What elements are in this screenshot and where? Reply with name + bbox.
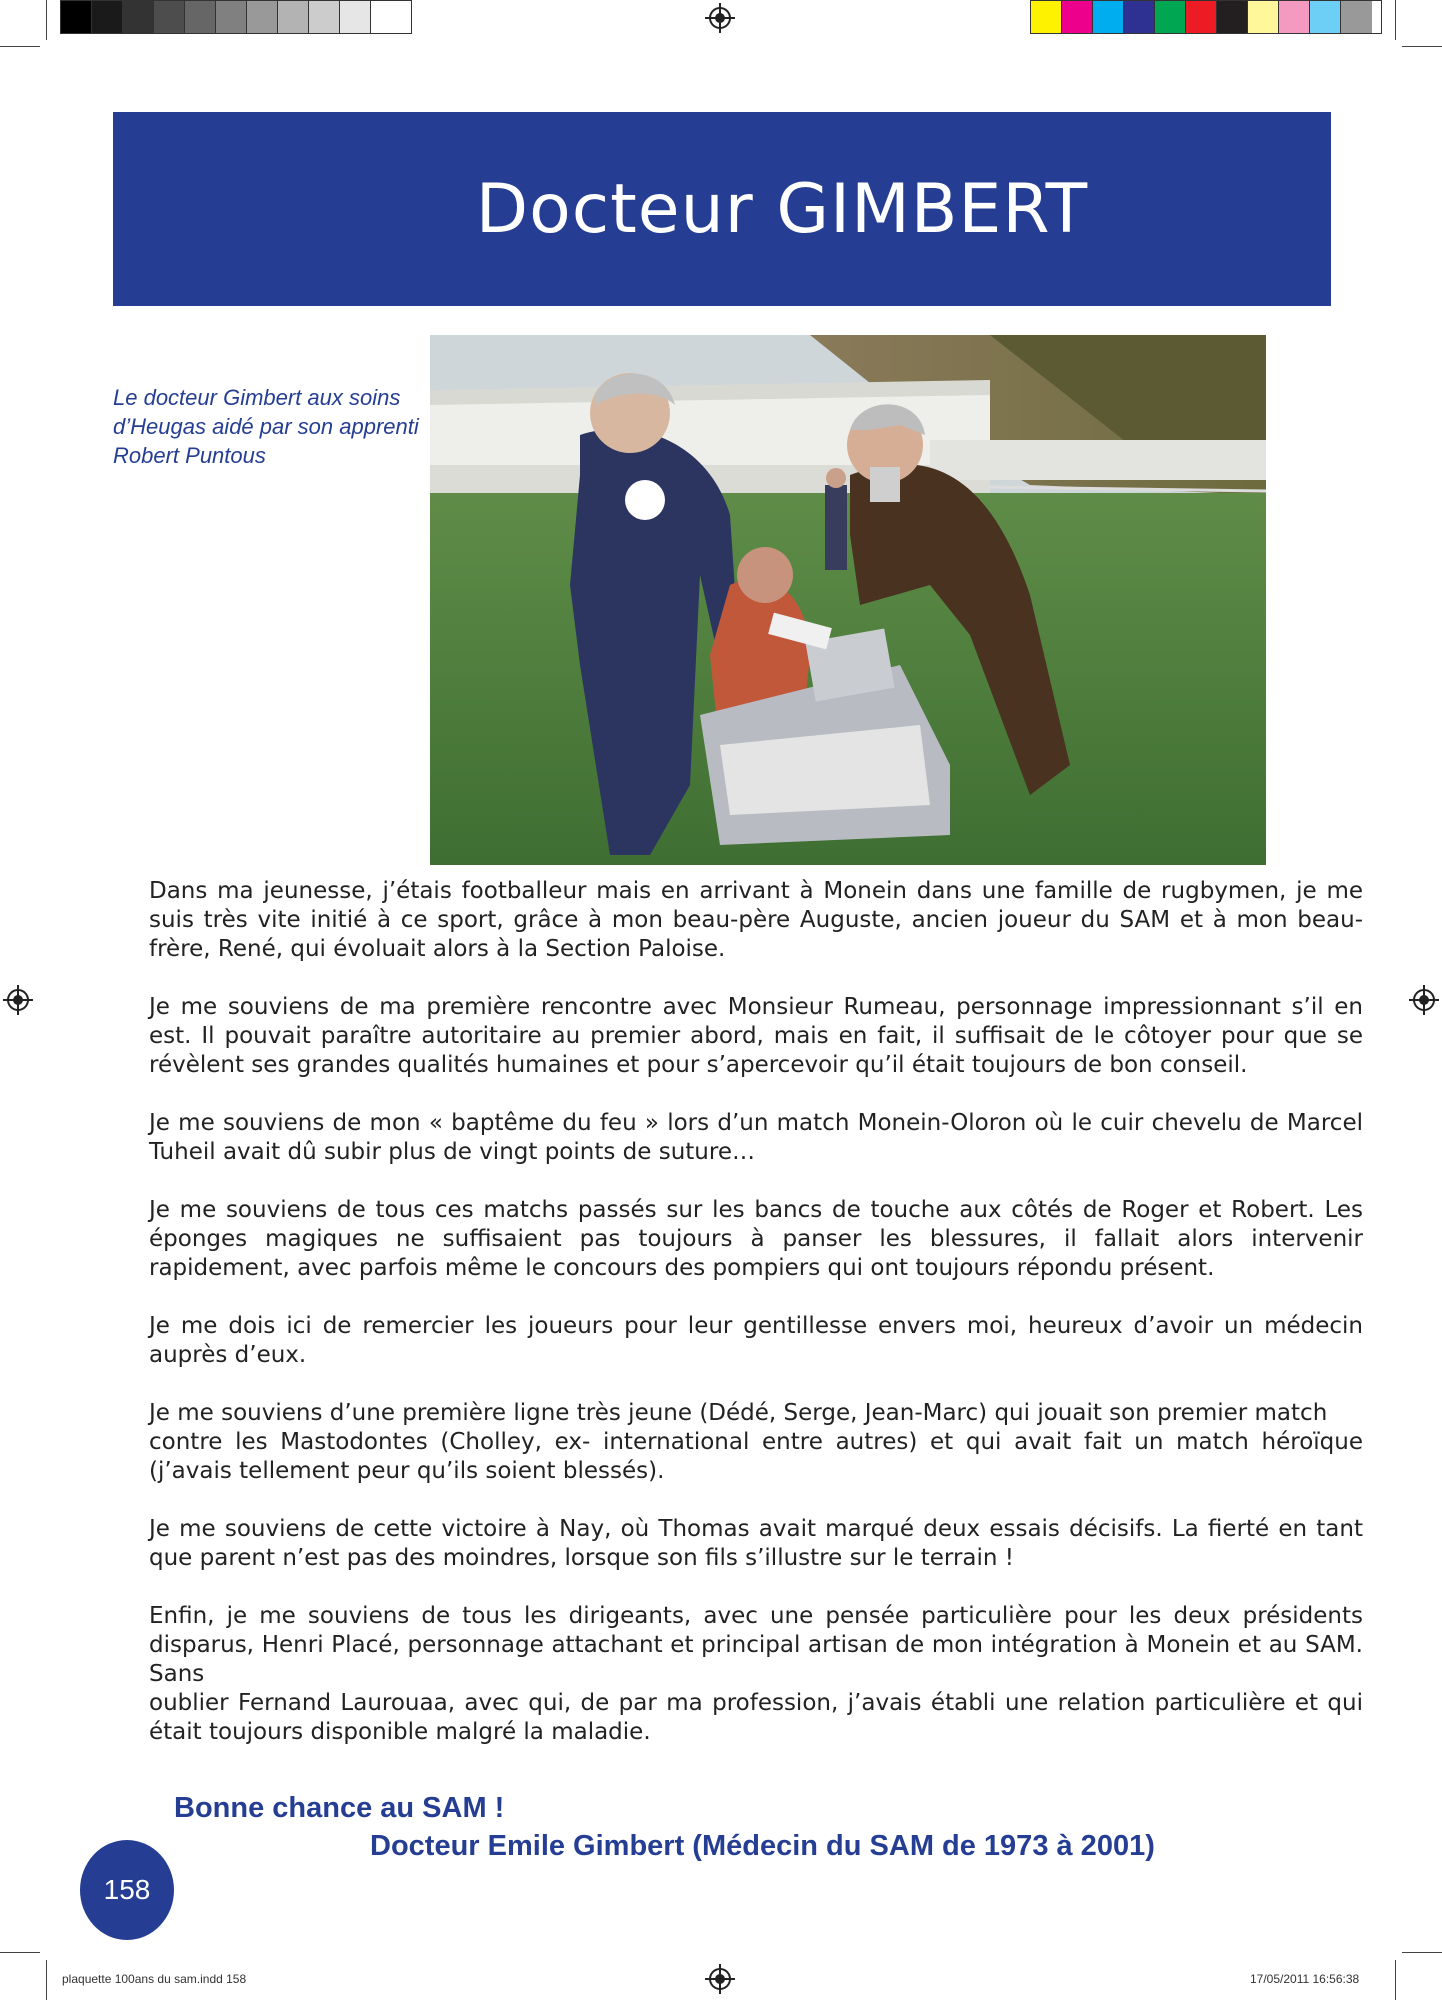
paragraph: Je me dois ici de remercier les joueurs pour leur gentillesse envers moi, heureux d’avoir un médecin auprès d’eux.	[149, 1313, 1363, 1368]
page-number: 158	[103, 1874, 151, 1905]
paragraph: Dans ma jeunesse, j’étais footballeur mais en arrivant à Monein dans une famille de rugbymen, je me suis très vite initié à ce sport, grâce à mon beau-père Auguste, ancien joueur du SAM et à mon beau-frère, René, qui évoluait alors à la Section Paloise.	[149, 878, 1363, 962]
registration-mark-icon	[7, 989, 29, 1011]
page-title: Docteur GIMBERT	[475, 169, 1089, 249]
footer-timestamp: 17/05/2011 16:56:38	[1250, 1972, 1360, 1986]
paragraph: Je me souviens de tous ces matchs passés sur les bancs de touche aux côtés de Roger et Robert. Les éponges magiques ne suffisaient pas toujours à panser les blessures, il fallait alors intervenir rapidement, avec parfois même le concours des pompiers qui ont toujours répondu présent.	[149, 1197, 1363, 1281]
paragraph: Je me souviens d’une première ligne très jeune (Dédé, Serge, Jean-Marc) qui jouait son premier match contre les Mastodontes (Cholley, ex- international entre autres) et qui avait fait un match héroïque (j’avais tellement peur qu’ils soient blessés).	[149, 1400, 1363, 1484]
crop-mark	[1395, 0, 1396, 40]
registration-mark-icon	[709, 7, 731, 29]
crop-mark	[1395, 1960, 1396, 2000]
registration-mark-icon	[709, 1968, 731, 1990]
paragraph: Je me souviens de cette victoire à Nay, où Thomas avait marqué deux essais décisifs. La fierté en tant que parent n’est pas des moindres, lorsque son fils s’illustre sur le terrain !	[149, 1516, 1363, 1571]
crop-mark	[46, 1960, 47, 2000]
paragraph: Enfin, je me souviens de tous les dirigeants, avec une pensée particulière pour les deux présidents disparus, Henri Placé, personnage attachant et principal artisan de mon intégration à Monein et au SAM. Sans oublier Fernand Laurouaa, avec qui, de par ma profession, j’avais établi une relation particulière et qui était toujours disponible malgré la maladie.	[149, 1603, 1363, 1745]
article-body	[149, 877, 1363, 1776]
signature-line: Docteur Emile Gimbert (Médecin du SAM de 1973 à 2001)	[370, 1830, 1155, 1862]
footer-filename: plaquette 100ans du sam.indd 158	[62, 1972, 247, 1986]
paragraph: Je me souviens de ma première rencontre avec Monsieur Rumeau, personnage impressionnant s’il en est. Il pouvait paraître autoritaire au premier abord, mais en fait, il suffisait de le côtoyer pour que se révèlent ses grandes qualités humaines et pour s’apercevoir qu’il était toujours de bon conseil.	[149, 994, 1363, 1078]
closing-wish: Bonne chance au SAM !	[174, 1792, 505, 1824]
crop-mark	[1402, 46, 1442, 47]
crop-mark	[1402, 1952, 1442, 1953]
crop-mark	[0, 1952, 40, 1953]
paragraph: Je me souviens de mon « baptême du feu » lors d’un match Monein-Oloron où le cuir chevelu de Marcel Tuheil avait dû subir plus de vingt points de suture…	[149, 1110, 1363, 1165]
grayscale-bar	[60, 0, 412, 34]
cmyk-bar	[1030, 0, 1382, 34]
crop-mark	[0, 46, 40, 47]
registration-mark-icon	[1413, 989, 1435, 1011]
page-number-badge	[80, 1840, 174, 1940]
photo-caption: Le docteur Gimbert aux soins d’Heugas aidé par son apprenti Robert Puntous	[113, 385, 419, 468]
rugby-photo	[430, 335, 1266, 865]
crop-mark	[46, 0, 47, 40]
title-banner	[113, 112, 1331, 306]
